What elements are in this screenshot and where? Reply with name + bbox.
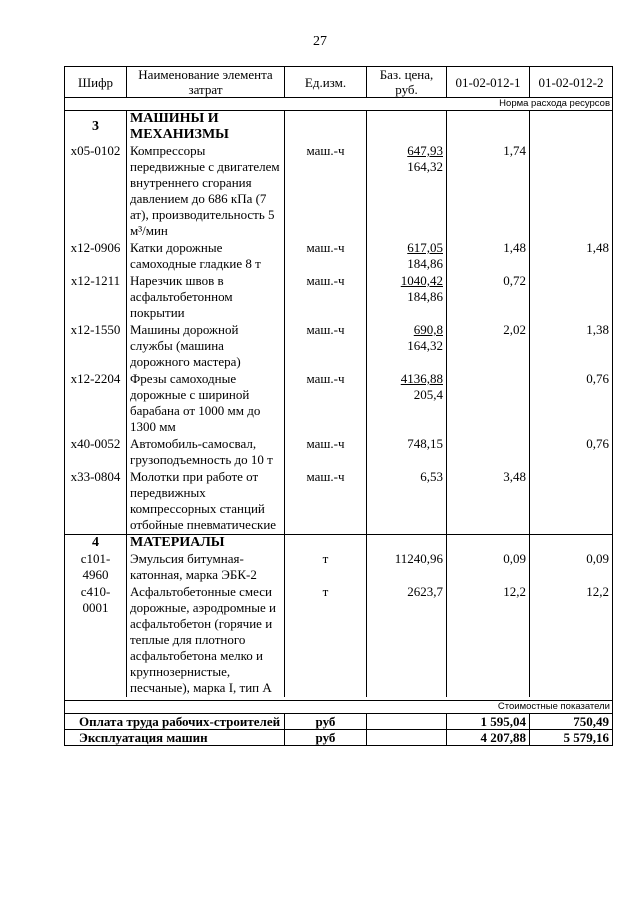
empty-cell xyxy=(367,111,447,144)
base-price xyxy=(367,584,447,697)
header-col1: 01-02-012-1 xyxy=(447,67,530,98)
base-price-value: 617,05 xyxy=(407,240,443,255)
table-row xyxy=(65,240,613,273)
base-price-labor: 164,32 xyxy=(407,338,443,353)
base-price-value: 6,53 xyxy=(420,469,443,484)
total-label: Оплата труда рабочих-строителей xyxy=(65,714,285,730)
section-title: МАТЕРИАЛЫ xyxy=(127,535,285,552)
value-col2: 1,38 xyxy=(530,322,613,371)
table-row xyxy=(65,551,613,584)
resource-code: х40-0052 xyxy=(65,436,127,469)
resource-name: Молотки при работе от передвижных компрессорных станций отбойные пневматические xyxy=(127,469,285,535)
table-row xyxy=(65,371,613,436)
resource-unit: маш.-ч xyxy=(285,436,367,469)
base-price-value: 647,93 xyxy=(407,143,443,158)
resource-unit: т xyxy=(285,584,367,697)
resource-code: с410-0001 xyxy=(65,584,127,697)
base-price-value: 1040,42 xyxy=(400,273,443,288)
base-price-labor: 205,4 xyxy=(413,387,443,402)
empty-cell xyxy=(447,535,530,552)
empty-cell xyxy=(447,111,530,144)
total-row xyxy=(65,714,613,730)
resource-code: х05-0102 xyxy=(65,143,127,240)
resource-name: Автомобиль-самосвал, грузоподъемность до 10 т xyxy=(127,436,285,469)
norm-note-row xyxy=(65,98,613,111)
value-col2: 1,48 xyxy=(530,240,613,273)
resource-unit: маш.-ч xyxy=(285,273,367,322)
norm-note: Норма расхода ресурсов xyxy=(65,98,613,111)
value-col1: 3,48 xyxy=(447,469,530,535)
resource-unit: маш.-ч xyxy=(285,371,367,436)
resource-name: Фрезы самоходные дорожные с шириной барабана от 1000 мм до 1300 мм xyxy=(127,371,285,436)
empty-cell xyxy=(530,111,613,144)
table-row xyxy=(65,322,613,371)
value-col1 xyxy=(447,436,530,469)
empty-cell xyxy=(285,111,367,144)
resource-code: х12-1211 xyxy=(65,273,127,322)
base-price-labor: 184,86 xyxy=(407,256,443,271)
value-col2: 0,76 xyxy=(530,436,613,469)
resource-code: х12-2204 xyxy=(65,371,127,436)
value-col2: 0,76 xyxy=(530,371,613,436)
base-price-value: 11240,96 xyxy=(394,551,443,566)
header-name: Наименование элемента затрат xyxy=(127,67,285,98)
header-col2: 01-02-012-2 xyxy=(530,67,613,98)
section-number: 4 xyxy=(65,535,127,552)
page-number: 27 xyxy=(313,34,327,49)
table-row xyxy=(65,469,613,535)
value-col2: 0,09 xyxy=(530,551,613,584)
empty-cell xyxy=(285,535,367,552)
resource-unit: маш.-ч xyxy=(285,240,367,273)
header-unit: Ед.изм. xyxy=(285,67,367,98)
resource-unit: маш.-ч xyxy=(285,322,367,371)
table-row xyxy=(65,143,613,240)
resource-code: х12-0906 xyxy=(65,240,127,273)
table-row xyxy=(65,584,613,697)
header-code: Шифр xyxy=(65,67,127,98)
section-number: 3 xyxy=(65,111,127,144)
base-price xyxy=(367,240,447,273)
table-row xyxy=(65,436,613,469)
total-col1: 1 595,04 xyxy=(447,714,530,730)
resource-unit: т xyxy=(285,551,367,584)
value-col1: 0,72 xyxy=(447,273,530,322)
value-col1: 0,09 xyxy=(447,551,530,584)
resource-name: Компрессоры передвижные с двигателем внутреннего сгорания давлением до 686 кПа (7 ат), производительность 5 м³/мин xyxy=(127,143,285,240)
value-col2 xyxy=(530,273,613,322)
total-unit: руб xyxy=(285,714,367,730)
base-price xyxy=(367,322,447,371)
header-base-price: Баз. цена, руб. xyxy=(367,67,447,98)
resource-code: с101-4960 xyxy=(65,551,127,584)
total-col2: 5 579,16 xyxy=(530,730,613,746)
value-col2 xyxy=(530,143,613,240)
value-col2: 12,2 xyxy=(530,584,613,697)
resource-norms-table xyxy=(64,66,613,746)
base-price-value: 690,8 xyxy=(413,322,443,337)
resource-code: х33-0804 xyxy=(65,469,127,535)
empty-cell xyxy=(367,535,447,552)
total-col1: 4 207,88 xyxy=(447,730,530,746)
base-price-value: 2623,7 xyxy=(407,584,443,599)
base-price xyxy=(367,371,447,436)
table-body xyxy=(65,98,613,746)
resource-unit: маш.-ч xyxy=(285,143,367,240)
base-price xyxy=(367,469,447,535)
base-price-value: 748,15 xyxy=(407,436,443,451)
resource-name: Катки дорожные самоходные гладкие 8 т xyxy=(127,240,285,273)
total-col2: 750,49 xyxy=(530,714,613,730)
base-price xyxy=(367,143,447,240)
base-price-labor: 184,86 xyxy=(407,289,443,304)
base-price xyxy=(367,273,447,322)
total-unit: руб xyxy=(285,730,367,746)
base-price-labor: 164,32 xyxy=(407,159,443,174)
section-header xyxy=(65,535,613,552)
total-row xyxy=(65,730,613,746)
value-col1: 1,74 xyxy=(447,143,530,240)
section-header xyxy=(65,111,613,144)
cost-note: Стоимостные показатели xyxy=(65,701,613,714)
table-row xyxy=(65,273,613,322)
value-col1: 1,48 xyxy=(447,240,530,273)
base-price xyxy=(367,436,447,469)
resource-name: Нарезчик швов в асфальтобетонном покрытии xyxy=(127,273,285,322)
empty-cell xyxy=(367,714,447,730)
cost-note-row xyxy=(65,701,613,714)
table-header xyxy=(65,67,613,98)
resource-code: х12-1550 xyxy=(65,322,127,371)
resource-name: Эмульсия битумная-катонная, марка ЭБК-2 xyxy=(127,551,285,584)
base-price xyxy=(367,551,447,584)
total-label: Эксплуатация машин xyxy=(65,730,285,746)
base-price-value: 4136,88 xyxy=(400,371,443,386)
value-col2 xyxy=(530,469,613,535)
section-title: МАШИНЫ И МЕХАНИЗМЫ xyxy=(127,111,285,144)
resource-name: Асфальтобетонные смеси дорожные, аэродромные и асфальтобетон (горячие и теплые для плотного асфальтобетона мелко и крупнозернистые, песчаные), марка I, тип А xyxy=(127,584,285,697)
value-col1: 2,02 xyxy=(447,322,530,371)
value-col1 xyxy=(447,371,530,436)
empty-cell xyxy=(530,535,613,552)
value-col1: 12,2 xyxy=(447,584,530,697)
resource-unit: маш.-ч xyxy=(285,469,367,535)
empty-cell xyxy=(367,730,447,746)
resource-name: Машины дорожной службы (машина дорожного мастера) xyxy=(127,322,285,371)
